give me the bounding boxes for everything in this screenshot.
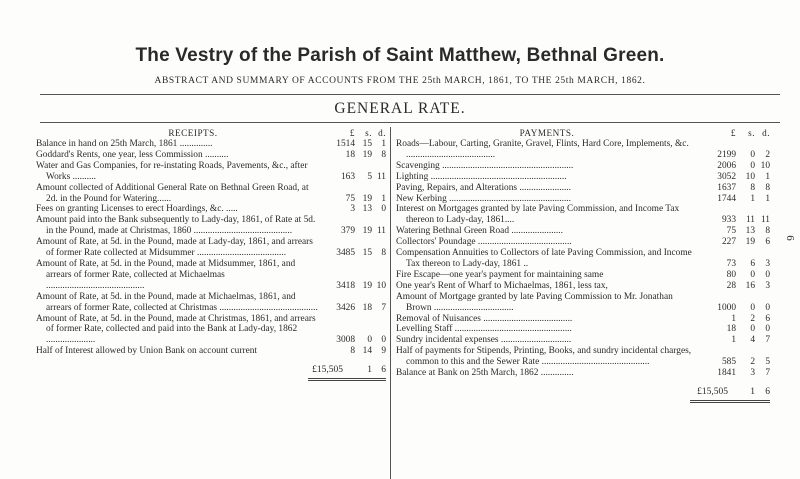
total-pence: 6 — [381, 365, 386, 376]
payment-pounds: 1 — [731, 335, 736, 346]
column-divider — [390, 127, 391, 479]
payment-description: One year's Rent of Wharf to Michaelmas, 1861, less tax, — [396, 280, 608, 291]
payments-header — [396, 126, 770, 139]
subtitle-divider — [40, 94, 780, 95]
receipt-description: Balance in hand on 25th March, 1861 .............. — [36, 139, 213, 149]
payment-pence: 3 — [765, 280, 770, 291]
receipt-row — [36, 204, 386, 215]
receipt-pence: 11 — [376, 226, 386, 237]
receipt-pence: 1 — [381, 193, 386, 204]
payment-description: Half of payments for Stipends, Printing, Books, and sundry incidental charges, common to this and the Sewer Rate .............................................. — [396, 346, 692, 368]
receipt-shillings: 19 — [362, 149, 372, 160]
payment-amount — [698, 335, 770, 346]
payment-amount — [698, 259, 770, 270]
total-shillings: 1 — [750, 386, 755, 397]
payment-pounds: 585 — [721, 357, 736, 368]
receipt-description: Amount paid into the Bank subsequently to Lady-day, 1861, of Rate at 5d. in the Pound, made at Christmas, 1860 .......................................... — [36, 215, 316, 237]
payment-pounds: 227 — [721, 237, 736, 248]
payment-description: Compensation Annuities to Collectors of late Paving Commission, and Income Tax thereon to Lady-day, 1861 .. — [396, 248, 692, 269]
payment-description: New Kerbing .................................................... — [396, 193, 571, 204]
receipt-shillings: 0 — [367, 335, 372, 346]
total-pounds: £15,505 — [312, 365, 343, 376]
payment-amount — [698, 150, 770, 161]
payments-total — [396, 387, 770, 403]
receipt-pence: 11 — [376, 171, 386, 182]
payment-pence: 7 — [765, 335, 770, 346]
receipt-pence: 0 — [381, 204, 386, 215]
document-subtitle: ABSTRACT AND SUMMARY OF ACCOUNTS FROM THE 25th MARCH, 1861, TO THE 25th MARCH, 1862. — [154, 76, 646, 86]
payment-pounds: 2199 — [717, 149, 736, 160]
receipt-row — [36, 183, 386, 205]
payment-pounds: 933 — [721, 215, 736, 226]
payment-description: Levelling Staff .................................................. — [396, 324, 572, 335]
receipts-rows — [36, 139, 386, 357]
receipt-amount — [320, 172, 386, 183]
receipt-pence: 0 — [381, 335, 386, 346]
receipt-shillings: 19 — [362, 280, 372, 291]
payment-amount — [698, 324, 770, 335]
payment-shillings: 0 — [750, 269, 755, 280]
payment-amount — [698, 183, 770, 194]
receipt-row — [36, 314, 386, 347]
payment-pence: 0 — [765, 302, 770, 313]
receipts-heading: RECEIPTS. — [168, 128, 218, 139]
receipt-row — [36, 292, 386, 314]
payment-shillings: 0 — [750, 324, 755, 335]
receipt-row — [36, 259, 386, 292]
receipt-amount — [320, 226, 386, 237]
payment-description: Interest on Mortgages granted by late Paving Commission, and Income Tax thereon to Lady-day, 1861.... — [396, 204, 680, 226]
payment-shillings: 11 — [745, 215, 755, 226]
payment-pence: 0 — [765, 324, 770, 335]
payment-row — [396, 335, 770, 346]
total-pence: 6 — [765, 386, 770, 397]
payment-pence: 8 — [765, 226, 770, 237]
receipt-amount — [320, 303, 386, 314]
payment-shillings: 4 — [750, 335, 755, 346]
receipt-pounds: 3 — [350, 204, 355, 215]
payment-amount — [698, 215, 770, 226]
payment-pence: 7 — [765, 368, 770, 379]
receipt-amount — [320, 139, 386, 150]
payment-row — [396, 237, 770, 248]
receipt-pounds: 3485 — [336, 248, 355, 259]
receipt-description: Water and Gas Companies, for re-instating Roads, Pavements, &c., after Works .......... — [36, 160, 308, 182]
payment-pounds: 3052 — [717, 171, 736, 182]
payment-amount — [698, 161, 770, 172]
receipt-pence: 10 — [376, 280, 386, 291]
payment-amount — [698, 237, 770, 248]
receipt-pounds: 1514 — [336, 139, 355, 149]
section-title: GENERAL RATE. — [334, 100, 466, 117]
payment-shillings: 0 — [750, 302, 755, 313]
receipts-total — [36, 365, 386, 381]
payment-row — [396, 281, 770, 292]
receipt-pounds: 8 — [350, 346, 355, 357]
payment-shillings: 0 — [750, 149, 755, 160]
payment-pence: 1 — [765, 193, 770, 204]
pounds-header: £ — [349, 128, 355, 139]
receipt-shillings: 15 — [362, 139, 372, 149]
payments-rows — [396, 139, 770, 379]
receipt-row — [36, 237, 386, 259]
payment-row — [396, 314, 770, 325]
receipt-shillings: 19 — [362, 226, 372, 237]
payment-amount — [698, 357, 770, 368]
payment-amount — [698, 172, 770, 183]
payment-pounds: 2006 — [717, 160, 736, 171]
payment-shillings: 2 — [750, 357, 755, 368]
payment-shillings: 8 — [750, 182, 755, 193]
payment-shillings: 0 — [750, 160, 755, 171]
document-title: The Vestry of the Parish of Saint Matthew, Bethnal Green. — [135, 45, 665, 66]
receipt-amount — [320, 150, 386, 161]
payment-description: Removal of Nuisances ...................................... — [396, 313, 573, 324]
receipt-description: Amount of Rate, at 5d. in the Pound, made at Michaelmas, 1861, and arrears of former Rate, collected at Christmas .......................................... — [36, 291, 318, 313]
payment-pounds: 1637 — [717, 182, 736, 193]
receipt-shillings: 19 — [362, 193, 372, 204]
payment-amount — [698, 194, 770, 205]
receipt-shillings: 14 — [362, 346, 372, 357]
receipt-pence: 9 — [381, 346, 386, 357]
payment-shillings: 10 — [745, 171, 755, 182]
section-divider — [40, 122, 780, 123]
receipt-description: Goddard's Rents, one year, less Commission .......... — [36, 149, 229, 160]
receipt-amount — [320, 204, 386, 215]
receipt-description: Fees on granting Licenses to erect Hoardings, &c. ..... — [36, 204, 238, 215]
payment-description: Paving, Repairs, and Alterations ...................... — [396, 182, 571, 193]
payment-pence: 3 — [765, 258, 770, 269]
payment-pence: 1 — [765, 171, 770, 182]
payment-row — [396, 324, 770, 335]
receipt-pounds: 3426 — [336, 302, 355, 313]
payment-description: Roads—Labour, Carting, Granite, Gravel, Flints, Hard Core, Implements, &c. ...................................... — [396, 139, 689, 160]
page-number: 6 — [783, 235, 796, 241]
payment-description: Lighting .......................................................... — [396, 171, 567, 182]
receipt-amount — [320, 335, 386, 346]
payment-row — [396, 161, 770, 172]
payments-column — [396, 126, 770, 403]
receipt-shillings: 18 — [362, 302, 372, 313]
receipt-amount — [320, 248, 386, 259]
payment-row — [396, 139, 770, 161]
receipt-row — [36, 346, 386, 357]
shillings-header: s. — [365, 128, 372, 139]
payment-amount — [698, 303, 770, 314]
receipt-pounds: 3008 — [336, 335, 355, 346]
payment-pence: 2 — [765, 149, 770, 160]
receipt-amount — [320, 281, 386, 292]
receipt-shillings: 15 — [362, 248, 372, 259]
payment-row — [396, 194, 770, 205]
receipt-shillings: 5 — [367, 171, 372, 182]
payment-row — [396, 346, 770, 368]
receipt-description: Amount collected of Additional General Rate on Bethnal Green Road, at 2d. in the Pound for Watering...... — [36, 182, 309, 204]
receipt-row — [36, 150, 386, 161]
payment-shillings: 1 — [750, 193, 755, 204]
payment-description: Sundry incidental expenses .............................. — [396, 335, 572, 346]
payment-pounds: 75 — [726, 226, 736, 237]
payment-description: Balance at Bank on 25th March, 1862 .............. — [396, 368, 574, 379]
receipt-row — [36, 139, 386, 150]
receipt-pence: 1 — [381, 139, 386, 149]
payment-shillings: 16 — [745, 280, 755, 291]
payment-pence: 11 — [760, 215, 770, 226]
payment-amount — [698, 368, 770, 379]
receipts-column — [36, 126, 386, 381]
receipt-pounds: 75 — [345, 193, 355, 204]
payment-row — [396, 226, 770, 237]
receipt-description: Half of Interest allowed by Union Bank on account current — [36, 346, 258, 357]
receipt-pounds: 163 — [340, 171, 355, 182]
payment-description: Watering Bethnal Green Road ...................... — [396, 226, 563, 237]
payment-pounds: 1841 — [717, 368, 736, 379]
payment-row — [396, 292, 770, 314]
receipts-header — [36, 126, 386, 139]
payment-pounds: 18 — [726, 324, 736, 335]
payment-amount — [698, 314, 770, 325]
receipt-pounds: 18 — [345, 149, 355, 160]
pence-header: d. — [378, 128, 386, 139]
receipt-description: Amount of Rate, at 5d. in the Pound, made at Lady-day, 1861, and arrears of former Rate collected at Midsummer ...................................... — [36, 237, 313, 259]
payment-shillings: 6 — [750, 258, 755, 269]
payment-row — [396, 248, 770, 270]
receipt-pounds: 3418 — [336, 280, 355, 291]
payment-pence: 5 — [765, 357, 770, 368]
payment-description: Amount of Mortgage granted by late Paving Commission to Mr. Jonathan Brown .................................. — [396, 291, 673, 313]
payment-shillings: 2 — [750, 313, 755, 324]
payment-pence: 10 — [760, 160, 770, 171]
payment-row — [396, 368, 770, 379]
payment-description: Scavenging ........................................................ — [396, 160, 574, 171]
payment-pounds: 73 — [726, 258, 736, 269]
receipt-shillings: 13 — [362, 204, 372, 215]
payment-amount — [698, 226, 770, 237]
total-shillings: 1 — [367, 365, 372, 376]
payment-pounds: 80 — [726, 269, 736, 280]
payment-amount — [698, 270, 770, 281]
receipt-row — [36, 161, 386, 183]
payments-heading: PAYMENTS. — [519, 128, 575, 139]
receipt-pence: 7 — [381, 302, 386, 313]
payment-pence: 8 — [765, 182, 770, 193]
payment-row — [396, 183, 770, 194]
payment-pence: 6 — [765, 237, 770, 248]
shillings-header: s. — [748, 128, 755, 139]
payment-shillings: 13 — [745, 226, 755, 237]
payment-pounds: 1 — [731, 313, 736, 324]
payment-shillings: 19 — [745, 237, 755, 248]
payment-description: Collectors' Poundage ........................................ — [396, 237, 572, 248]
receipt-pence: 8 — [381, 149, 386, 160]
receipt-description: Amount of Rate, at 5d. in the Pound, made at Christmas, 1861, and arrears of former Rate, collected and paid into the Bank at Lady-day, 1862 ..................... — [36, 313, 316, 346]
payment-pence: 0 — [765, 269, 770, 280]
receipt-row — [36, 215, 386, 237]
payment-row — [396, 270, 770, 281]
payment-row — [396, 172, 770, 183]
receipt-amount — [320, 346, 386, 357]
receipt-pounds: 379 — [340, 226, 355, 237]
payment-row — [396, 204, 770, 226]
payment-pounds: 28 — [726, 280, 736, 291]
payment-pence: 6 — [765, 313, 770, 324]
receipt-pence: 8 — [381, 248, 386, 259]
payment-pounds: 1744 — [717, 193, 736, 204]
pounds-header: £ — [730, 128, 736, 139]
total-pounds: £15,505 — [697, 386, 728, 397]
payment-pounds: 1000 — [717, 302, 736, 313]
payment-amount — [698, 281, 770, 292]
receipt-amount — [320, 194, 386, 205]
receipt-description: Amount of Rate, at 5d. in the Pound, made at Midsummer, 1861, and arrears of former Rate, collected at Michaelmas .......................................... — [36, 258, 296, 291]
payment-shillings: 3 — [750, 368, 755, 379]
pence-header: d. — [762, 128, 770, 139]
payment-description: Fire Escape—one year's payment for maintaining same — [396, 269, 604, 280]
